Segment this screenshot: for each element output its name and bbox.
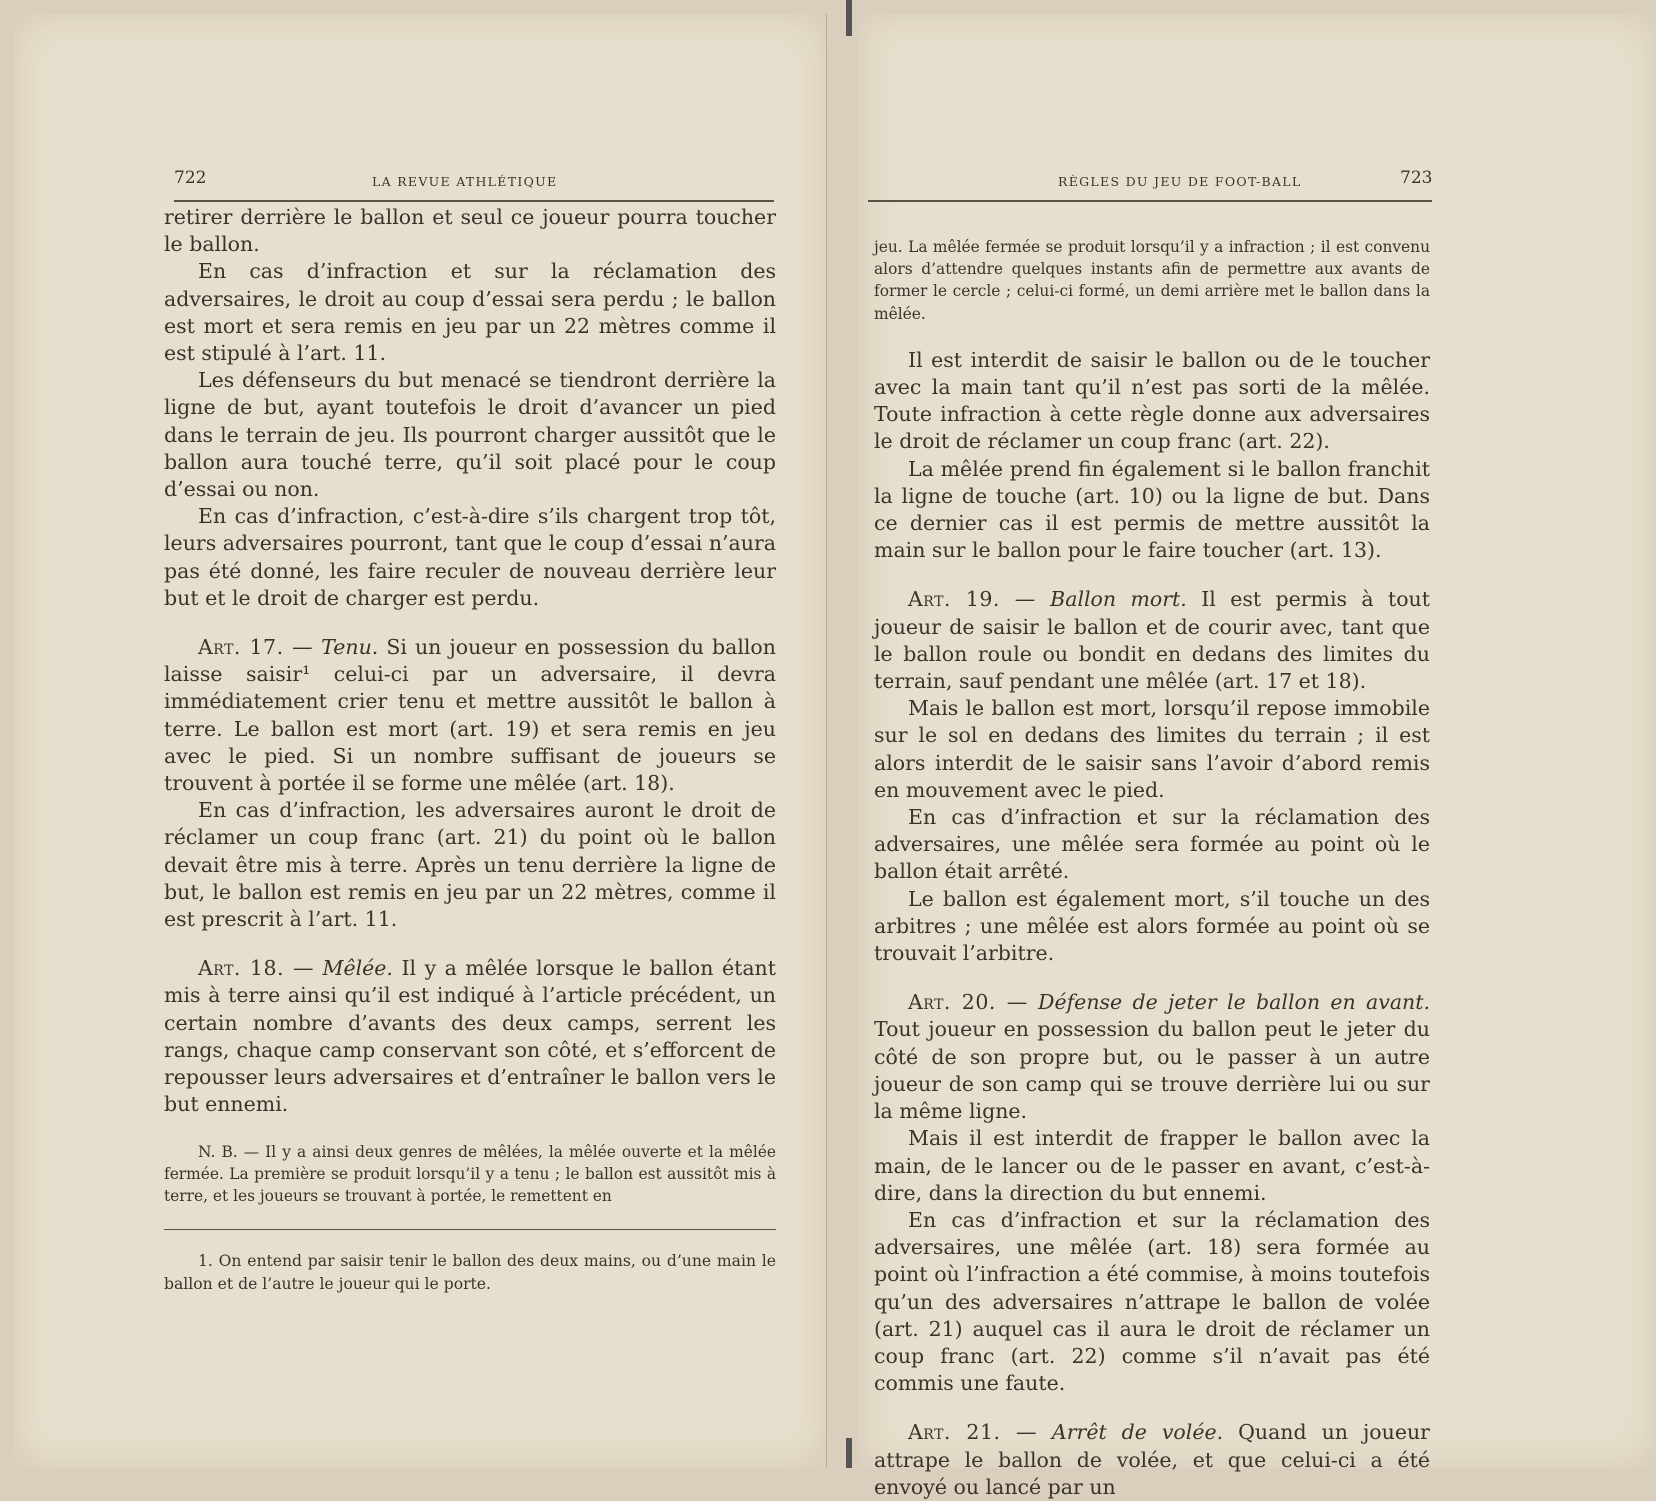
paragraph: La mêlée prend fin également si le ballon franchit la ligne de touche (art. 10) ou la ligne de but. Dans ce dernier cas il est permis de mettre aussitôt la main sur le ballon pour le faire toucher (art. 13). (874, 456, 1430, 563)
footnote-rule (164, 1229, 776, 1230)
paragraph: retirer derrière le ballon et seul ce joueur pourra toucher le ballon. (164, 205, 776, 257)
article-text: Il y a mêlée lorsque le ballon étant mis à terre ainsi qu’il est indiqué à l’article précédent, un certain nombre d’avants des deux camps, serrent les rangs, chaque camp conservant son côté, et s’efforcent de repousser leurs adversaires et d’entraîner le ballon vers le but ennemi. (164, 956, 776, 1117)
article-title: Arrêt de volée. (1051, 1420, 1224, 1445)
article-title: Tenu. (321, 635, 379, 660)
article-20 (874, 989, 1430, 1125)
running-head: RÈGLES DU JEU DE FOOT-BALL (1058, 174, 1302, 189)
article-label: Art. 18. — (198, 956, 314, 981)
right-page (858, 14, 1656, 1499)
article-17 (164, 634, 776, 797)
paragraph: Le ballon est également mort, s’il touche un des arbitres ; une mêlée est alors formée au point où se trouvait l’arbitre. (874, 886, 1430, 966)
article-text: Si un joueur en possession du ballon laisse saisir¹ celui-ci par un adversaire, il devra immédiatement crier tenu et mettre aussitôt le ballon à terre. Le ballon est mort (art. 19) et sera remis en jeu avec le pied. Si un nombre suffisant de joueurs se trouvent à portée il se forme une mêlée (art. 18). (164, 635, 776, 796)
footnote: 1. On entend par saisir tenir le ballon des deux mains, ou d’une main le ballon et de l’autre le joueur qui le porte. (164, 1252, 776, 1294)
spine-edge-bottom (846, 1438, 852, 1468)
article-19 (874, 586, 1430, 695)
running-head: LA REVUE ATHLÉTIQUE (372, 174, 558, 189)
left-page (14, 14, 827, 1468)
article-18 (164, 955, 776, 1118)
article-title: Défense de jeter le ballon en avant. (1038, 990, 1430, 1015)
article-label: Art. 19. — (908, 587, 1036, 612)
paragraph: En cas d’infraction et sur la réclamation des adversaires, le droit au coup d’essai sera perdu ; le ballon est mort et sera remis en jeu par un 22 mètres comme il est stipulé à l’art. 11. (164, 259, 776, 366)
paragraph: En cas d’infraction, c’est-à-dire s’ils chargent trop tôt, leurs adversaires pourront, tant que le coup d’essai n’aura pas été donné, les faire reculer de nouveau derrière leur but et le droit de charger est perdu. (164, 504, 776, 610)
article-21 (874, 1419, 1430, 1501)
article-label: Art. 17. — (198, 635, 314, 660)
paragraph: En cas d’infraction, les adversaires auront le droit de réclamer un coup franc (art. 21) du point où le ballon devait être mis à terre. Après un tenu derrière la ligne de but, le ballon est remis en jeu par un 22 mètres, comme il est prescrit à l’art. 11. (164, 798, 776, 932)
nota-bene-continued: jeu. La mêlée fermée se produit lorsqu’il y a infraction ; il est convenu alors d’attendre quelques instants afin de permettre aux avants de former le cercle ; celui-ci formé, un demi arrière met le ballon dans la mêlée. (874, 238, 1430, 323)
paragraph: En cas d’infraction et sur la réclamation des adversaires, une mêlée (art. 18) sera formée au point où l’infraction a été commise, à moins toutefois qu’un des adversaires n’attrape le ballon de volée (art. 21) auquel cas il aura le droit de réclamer un coup franc (art. 22) comme s’il n’avait pas été commis une faute. (874, 1207, 1430, 1396)
article-label: Art. 21. — (908, 1420, 1037, 1445)
article-text: Quand un joueur attrape le ballon de volée, et que celui-ci a été envoyé ou lancé par un (874, 1420, 1430, 1499)
page-number: 722 (174, 168, 207, 188)
article-title: Ballon mort. (1050, 587, 1187, 612)
article-text: Il est permis à tout joueur de saisir le ballon et de courir avec, tant que le ballon roule ou bondit en dedans des limites du terrain, sauf pendant une mêlée (art. 17 et 18). (874, 587, 1430, 694)
nota-bene: N. B. — Il y a ainsi deux genres de mêlées, la mêlée ouverte et la mêlée fermée. La première se produit lorsqu’il y a tenu ; le ballon est aussitôt mis à terre, et les joueurs se trouvant à portée, le remettent en (164, 1142, 776, 1205)
paragraph: Les défenseurs du but menacé se tiendront derrière la ligne de but, ayant toutefois le droit d’avancer un pied dans le terrain de jeu. Ils pourront charger aussitôt que le ballon aura touché terre, qu’il soit placé pour le coup d’essai ou non. (164, 368, 776, 502)
book-spine (826, 0, 858, 1468)
paragraph: En cas d’infraction et sur la réclamation des adversaires, une mêlée sera formée au point où le ballon était arrêté. (874, 805, 1430, 884)
right-page-header (858, 154, 1656, 194)
article-title: Mêlée. (322, 956, 393, 981)
paragraph: Mais le ballon est mort, lorsqu’il repose immobile sur le sol en dedans des limites du terrain ; il est alors interdit de le saisir sans l’avoir d’abord remis en mouvement avec le pied. (874, 696, 1430, 802)
paragraph: Il est interdit de saisir le ballon ou de le toucher avec la main tant qu’il n’est pas sorti de la mêlée. Toute infraction à cette règle donne aux adversaires le droit de réclamer un coup franc (art. 22). (874, 347, 1430, 454)
left-column (164, 204, 776, 1296)
left-page-header (14, 154, 826, 194)
article-label: Art. 20. — (908, 990, 1028, 1015)
page-number: 723 (1400, 168, 1433, 188)
spine-edge-top (846, 0, 852, 36)
article-text: Tout joueur en possession du ballon peut le jeter du côté de son propre but, ou le passer à un autre joueur de son camp qui se trouve derrière lui ou sur la même ligne. (874, 1017, 1430, 1124)
right-column (874, 236, 1430, 1501)
header-rule (868, 200, 1432, 202)
paragraph: Mais il est interdit de frapper le ballon avec la main, de le lancer ou de le passer en avant, c’est-à-dire, dans la direction du but ennemi. (874, 1126, 1430, 1205)
header-rule (174, 200, 774, 202)
